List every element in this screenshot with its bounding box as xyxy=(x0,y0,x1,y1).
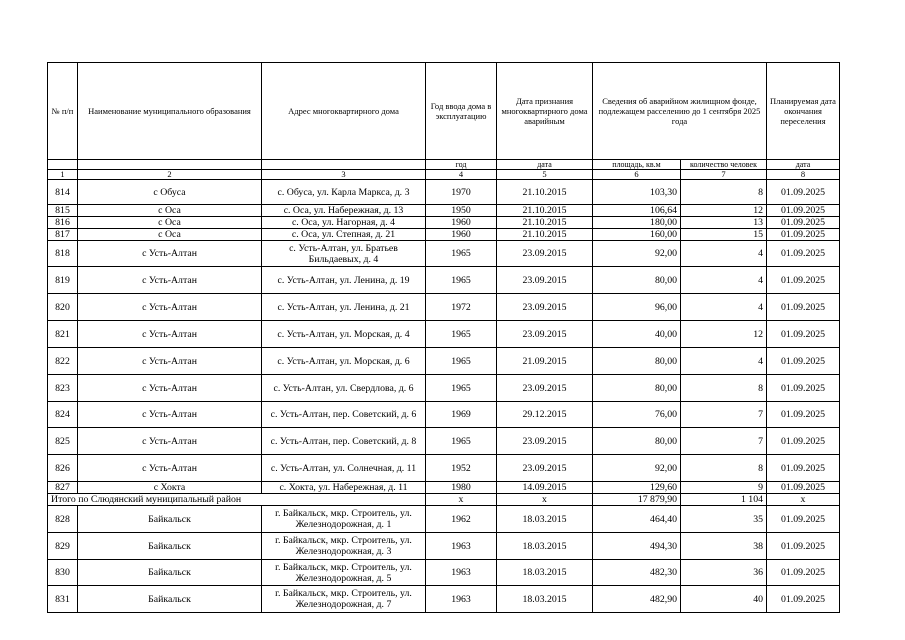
area-cell: 92,00 xyxy=(593,455,681,482)
table-row xyxy=(48,180,840,205)
row-number: 824 xyxy=(48,402,78,428)
subheader-empty xyxy=(48,160,78,170)
end-date-cell: 01.09.2025 xyxy=(767,294,840,321)
year-cell: 1969 xyxy=(426,402,497,428)
people-cell: 8 xyxy=(681,455,767,482)
date-recognized-cell: 14.09.2015 xyxy=(497,482,593,494)
year-cell: 1965 xyxy=(426,375,497,402)
people-cell: 4 xyxy=(681,294,767,321)
date-recognized-cell: 18.03.2015 xyxy=(497,533,593,560)
area-cell: 106,64 xyxy=(593,205,681,217)
end-date-cell: 01.09.2025 xyxy=(767,482,840,494)
people-cell: 4 xyxy=(681,267,767,294)
address-cell: с. Усть-Алтан, пер. Советский, д. 6 xyxy=(262,402,426,428)
end-date-cell: 01.09.2025 xyxy=(767,560,840,586)
year-cell: 1962 xyxy=(426,506,497,533)
header-date-recognized: Дата признания многоквартирного дома аварийным xyxy=(497,63,593,160)
area-cell: 80,00 xyxy=(593,267,681,294)
total-date: x xyxy=(497,494,593,506)
table-row xyxy=(48,586,840,613)
row-number: 818 xyxy=(48,241,78,267)
end-date-cell: 01.09.2025 xyxy=(767,533,840,560)
year-cell: 1980 xyxy=(426,482,497,494)
address-cell: г. Байкальск, мкр. Строитель, ул. Железнодорожная, д. 5 xyxy=(262,560,426,586)
date-recognized-cell: 23.09.2015 xyxy=(497,428,593,455)
column-number: 2 xyxy=(78,170,262,180)
address-cell: с. Усть-Алтан, ул. Ленина, д. 19 xyxy=(262,267,426,294)
people-cell: 4 xyxy=(681,348,767,375)
date-recognized-cell: 29.12.2015 xyxy=(497,402,593,428)
municipality-cell: с Оса xyxy=(78,217,262,229)
municipality-cell: с Оса xyxy=(78,229,262,241)
date-recognized-cell: 18.03.2015 xyxy=(497,586,593,613)
area-cell: 494,30 xyxy=(593,533,681,560)
people-cell: 36 xyxy=(681,560,767,586)
table-row xyxy=(48,375,840,402)
end-date-cell: 01.09.2025 xyxy=(767,180,840,205)
header-address: Адрес многоквартирного дома xyxy=(262,63,426,160)
subheader-year: год xyxy=(426,160,497,170)
area-cell: 482,90 xyxy=(593,586,681,613)
area-cell: 160,00 xyxy=(593,229,681,241)
row-number: 828 xyxy=(48,506,78,533)
table-row xyxy=(48,428,840,455)
table-row xyxy=(48,560,840,586)
address-cell: с. Усть-Алтан, ул. Ленина, д. 21 xyxy=(262,294,426,321)
column-number: 5 xyxy=(497,170,593,180)
municipality-cell: с Усть-Алтан xyxy=(78,321,262,348)
year-cell: 1952 xyxy=(426,455,497,482)
municipality-cell: Байкальск xyxy=(78,506,262,533)
address-cell: с. Усть-Алтан, ул. Морская, д. 6 xyxy=(262,348,426,375)
table-row xyxy=(48,402,840,428)
address-cell: с. Хокта, ул. Набережная, д. 11 xyxy=(262,482,426,494)
area-cell: 76,00 xyxy=(593,402,681,428)
area-cell: 80,00 xyxy=(593,348,681,375)
subheader-empty xyxy=(262,160,426,170)
end-date-cell: 01.09.2025 xyxy=(767,229,840,241)
row-number: 817 xyxy=(48,229,78,241)
area-cell: 80,00 xyxy=(593,375,681,402)
people-cell: 12 xyxy=(681,205,767,217)
end-date-cell: 01.09.2025 xyxy=(767,348,840,375)
address-cell: с. Усть-Алтан, ул. Свердлова, д. 6 xyxy=(262,375,426,402)
area-cell: 103,30 xyxy=(593,180,681,205)
address-cell: г. Байкальск, мкр. Строитель, ул. Железнодорожная, д. 1 xyxy=(262,506,426,533)
year-cell: 1950 xyxy=(426,205,497,217)
header-municipality: Наименование муниципального образования xyxy=(78,63,262,160)
year-cell: 1963 xyxy=(426,533,497,560)
people-cell: 35 xyxy=(681,506,767,533)
date-recognized-cell: 23.09.2015 xyxy=(497,267,593,294)
end-date-cell: 01.09.2025 xyxy=(767,375,840,402)
people-cell: 7 xyxy=(681,428,767,455)
total-year: x xyxy=(426,494,497,506)
municipality-cell: с Усть-Алтан xyxy=(78,241,262,267)
end-date-cell: 01.09.2025 xyxy=(767,205,840,217)
table-row xyxy=(48,506,840,533)
municipality-cell: с Оса xyxy=(78,205,262,217)
column-number: 3 xyxy=(262,170,426,180)
row-number: 827 xyxy=(48,482,78,494)
address-cell: с. Усть-Алтан, пер. Советский, д. 8 xyxy=(262,428,426,455)
total-end-date: x xyxy=(767,494,840,506)
row-number: 820 xyxy=(48,294,78,321)
people-cell: 8 xyxy=(681,375,767,402)
date-recognized-cell: 21.10.2015 xyxy=(497,205,593,217)
row-number: 822 xyxy=(48,348,78,375)
table-row xyxy=(48,533,840,560)
address-cell: с. Оса, ул. Нагорная, д. 4 xyxy=(262,217,426,229)
date-recognized-cell: 23.09.2015 xyxy=(497,321,593,348)
end-date-cell: 01.09.2025 xyxy=(767,321,840,348)
year-cell: 1960 xyxy=(426,229,497,241)
people-cell: 13 xyxy=(681,217,767,229)
year-cell: 1965 xyxy=(426,267,497,294)
address-cell: с. Оса, ул. Степная, д. 21 xyxy=(262,229,426,241)
header-number: № п/п xyxy=(48,63,78,160)
date-recognized-cell: 21.10.2015 xyxy=(497,180,593,205)
area-cell: 96,00 xyxy=(593,294,681,321)
column-number: 6 xyxy=(593,170,681,180)
header-year: Год ввода дома в эксплуатацию xyxy=(426,63,497,160)
date-recognized-cell: 21.10.2015 xyxy=(497,217,593,229)
end-date-cell: 01.09.2025 xyxy=(767,241,840,267)
column-number: 4 xyxy=(426,170,497,180)
year-cell: 1970 xyxy=(426,180,497,205)
year-cell: 1972 xyxy=(426,294,497,321)
header-fund-info: Сведения об аварийном жилищном фонде, подлежащем расселению до 1 сентября 2025 года xyxy=(593,63,767,160)
table-row xyxy=(48,348,840,375)
people-cell: 15 xyxy=(681,229,767,241)
municipality-cell: Байкальск xyxy=(78,586,262,613)
date-recognized-cell: 21.10.2015 xyxy=(497,229,593,241)
date-recognized-cell: 23.09.2015 xyxy=(497,241,593,267)
date-recognized-cell: 23.09.2015 xyxy=(497,455,593,482)
subheader-date: дата xyxy=(497,160,593,170)
row-number: 829 xyxy=(48,533,78,560)
header-planned-date: Планируемая дата окончания переселения xyxy=(767,63,840,160)
people-cell: 4 xyxy=(681,241,767,267)
municipality-cell: Байкальск xyxy=(78,560,262,586)
table-row xyxy=(48,217,840,229)
total-row xyxy=(48,494,840,506)
year-cell: 1965 xyxy=(426,321,497,348)
end-date-cell: 01.09.2025 xyxy=(767,428,840,455)
municipality-cell: с Усть-Алтан xyxy=(78,267,262,294)
row-number: 825 xyxy=(48,428,78,455)
municipality-cell: с Усть-Алтан xyxy=(78,455,262,482)
year-cell: 1965 xyxy=(426,428,497,455)
row-number: 826 xyxy=(48,455,78,482)
year-cell: 1960 xyxy=(426,217,497,229)
people-cell: 7 xyxy=(681,402,767,428)
subheader-area: площадь, кв.м xyxy=(593,160,681,170)
row-number: 830 xyxy=(48,560,78,586)
row-number: 815 xyxy=(48,205,78,217)
date-recognized-cell: 23.09.2015 xyxy=(497,294,593,321)
date-recognized-cell: 21.09.2015 xyxy=(497,348,593,375)
total-label: Итого по Слюдянский муниципальный район xyxy=(48,494,426,506)
table-row xyxy=(48,455,840,482)
area-cell: 464,40 xyxy=(593,506,681,533)
row-number: 823 xyxy=(48,375,78,402)
table-row xyxy=(48,241,840,267)
year-cell: 1963 xyxy=(426,586,497,613)
table-row xyxy=(48,205,840,217)
subheader-empty xyxy=(78,160,262,170)
end-date-cell: 01.09.2025 xyxy=(767,267,840,294)
municipality-cell: с Усть-Алтан xyxy=(78,294,262,321)
end-date-cell: 01.09.2025 xyxy=(767,586,840,613)
municipality-cell: с Усть-Алтан xyxy=(78,428,262,455)
area-cell: 40,00 xyxy=(593,321,681,348)
municipality-cell: с Усть-Алтан xyxy=(78,402,262,428)
municipality-cell: с Усть-Алтан xyxy=(78,375,262,402)
year-cell: 1965 xyxy=(426,348,497,375)
housing-table xyxy=(47,62,840,613)
total-area: 17 879,90 xyxy=(593,494,681,506)
table-row xyxy=(48,294,840,321)
area-cell: 92,00 xyxy=(593,241,681,267)
address-cell: с. Оса, ул. Набережная, д. 13 xyxy=(262,205,426,217)
people-cell: 38 xyxy=(681,533,767,560)
subheader-people: количество человек xyxy=(681,160,767,170)
table-row xyxy=(48,267,840,294)
people-cell: 9 xyxy=(681,482,767,494)
subheader-end-date: дата xyxy=(767,160,840,170)
row-number: 831 xyxy=(48,586,78,613)
people-cell: 40 xyxy=(681,586,767,613)
end-date-cell: 01.09.2025 xyxy=(767,506,840,533)
total-people: 1 104 xyxy=(681,494,767,506)
year-cell: 1963 xyxy=(426,560,497,586)
end-date-cell: 01.09.2025 xyxy=(767,402,840,428)
column-number: 8 xyxy=(767,170,840,180)
address-cell: г. Байкальск, мкр. Строитель, ул. Железнодорожная, д. 7 xyxy=(262,586,426,613)
municipality-cell: Байкальск xyxy=(78,533,262,560)
municipality-cell: с Обуса xyxy=(78,180,262,205)
end-date-cell: 01.09.2025 xyxy=(767,455,840,482)
municipality-cell: с Хокта xyxy=(78,482,262,494)
row-number: 816 xyxy=(48,217,78,229)
date-recognized-cell: 23.09.2015 xyxy=(497,375,593,402)
municipality-cell: с Усть-Алтан xyxy=(78,348,262,375)
row-number: 821 xyxy=(48,321,78,348)
area-cell: 129,60 xyxy=(593,482,681,494)
area-cell: 80,00 xyxy=(593,428,681,455)
people-cell: 8 xyxy=(681,180,767,205)
area-cell: 180,00 xyxy=(593,217,681,229)
date-recognized-cell: 18.03.2015 xyxy=(497,560,593,586)
address-cell: с. Усть-Алтан, ул. Братьев Бильдаевых, д. 4 xyxy=(262,241,426,267)
date-recognized-cell: 18.03.2015 xyxy=(497,506,593,533)
row-number: 819 xyxy=(48,267,78,294)
people-cell: 12 xyxy=(681,321,767,348)
column-number: 1 xyxy=(48,170,78,180)
year-cell: 1965 xyxy=(426,241,497,267)
document-page xyxy=(47,62,839,613)
address-cell: с. Усть-Алтан, ул. Морская, д. 4 xyxy=(262,321,426,348)
area-cell: 482,30 xyxy=(593,560,681,586)
address-cell: г. Байкальск, мкр. Строитель, ул. Железнодорожная, д. 3 xyxy=(262,533,426,560)
table-row xyxy=(48,229,840,241)
address-cell: с. Усть-Алтан, ул. Солнечная, д. 11 xyxy=(262,455,426,482)
table-row xyxy=(48,482,840,494)
address-cell: с. Обуса, ул. Карла Маркса, д. 3 xyxy=(262,180,426,205)
column-number: 7 xyxy=(681,170,767,180)
end-date-cell: 01.09.2025 xyxy=(767,217,840,229)
row-number: 814 xyxy=(48,180,78,205)
table-row xyxy=(48,321,840,348)
